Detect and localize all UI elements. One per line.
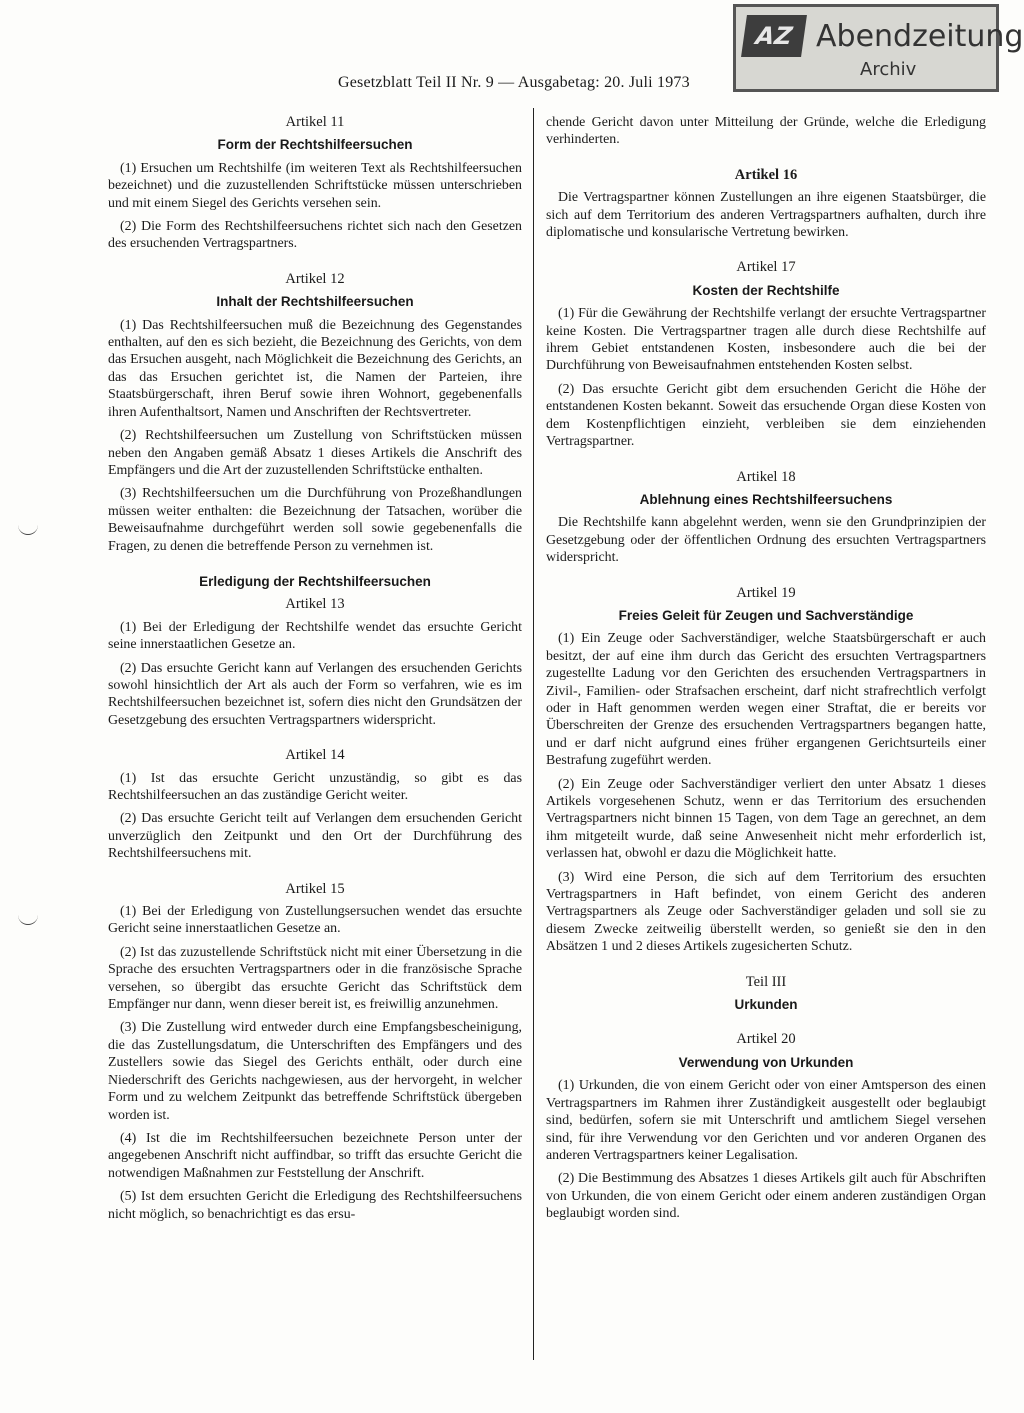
paragraph: (2) Ein Zeuge oder Sachverständiger verliert den unter Absatz 1 dieses Artikels vorgesehenen Schutz, wenn er das Territorium des ersuchenden Vertragspartners nicht binnen 15 Tagen, von dem Tage an gerechnet, an dem ihm mitgeteilt wurde, daß seine Anwesenheit nicht mehr erforderlich ist, verlassen hat, obwohl er dazu die Möglichkeit hatte. bbox=[546, 776, 986, 862]
right-column bbox=[546, 114, 986, 1229]
paragraph: (5) Ist dem ersuchten Gericht die Erledigung des Rechtshilfeersuchens nicht möglich, so benachrichtigt es das ersu- bbox=[108, 1189, 522, 1222]
article-title: Artikel 15 bbox=[285, 880, 345, 897]
article-title: Artikel 13 bbox=[285, 596, 345, 613]
paragraph: (3) Die Zustellung wird entweder durch eine Empfangsbescheinigung, die das Zustellungsdatum, die Unterschriften des Empfängers und des Zustellers sowie das Siegel des Gerichts enthält, oder durch eine Niederschrift des Gerichts nachgewiesen, aus der hervorgeht, in welcher Form und zu welchem Zeitpunkt das betreffende Schriftstück übergeben worden ist. bbox=[108, 1020, 522, 1123]
article-title: Artikel 14 bbox=[285, 747, 345, 764]
paragraph: (2) Das ersuchte Gericht gibt dem ersuchenden Gericht die Höhe der entstandenen Kosten bekannt. Soweit das ersuchende Organ diese Kosten von dem Kostenpflichtigen einzieht, verbleiben sie dem einziehenden Vertragspartner. bbox=[546, 381, 986, 450]
paragraph: (2) Ist das zuzustellende Schriftstück nicht mit einer Übersetzung in die Sprache des ersuchten Vertragspartners oder in die französische Sprache versehen, so übergibt das ersuchte Gericht das Schriftstück dem Empfänger nur dann, wenn dieser bereit ist, es freiwillig anzunehmen. bbox=[108, 944, 522, 1013]
paragraph: (2) Die Bestimmung des Absatzes 1 dieses Artikels gilt auch für Abschriften von Urkunden, die von einem Gericht oder einem anderen zuständigen Organ beglaubigt worden sind. bbox=[546, 1171, 986, 1222]
article-heading: Kosten der Rechtshilfe bbox=[692, 282, 840, 298]
paragraph: (1) Das Rechtshilfeersuchen muß die Bezeichnung des Gegenstandes enthalten, auf den es sich bezieht, die Bezeichnung des Gerichts, von dem das Ersuchen ausgeht, nach Möglichkeit die Bezeichnung des Gerichts, an das das Ersuchen gerichtet ist, die Namen der Parteien, ihre Staatsbürgerschaft, ihren Beruf sowie ihren Wohnort, gegebenenfalls ihren Aufenthaltsort, Namen und Anschriften der Rechtsvertreter. bbox=[108, 317, 522, 420]
paragraph: Die Rechtshilfe kann abgelehnt werden, wenn sie den Grundprinzipien der Gesetzgebung oder der öffentlichen Ordnung des ersuchten Vertragspartners widerspricht. bbox=[546, 515, 986, 566]
column-divider bbox=[533, 108, 534, 1360]
margin-mark bbox=[18, 910, 38, 925]
article-heading: Ablehnung eines Rechtshilfeersuchens bbox=[639, 491, 893, 507]
stamp-archive-label: Archiv bbox=[860, 59, 917, 80]
margin-mark bbox=[18, 520, 38, 535]
paragraph: (1) Ein Zeuge oder Sachverständiger, welche Staatsbürgerschaft er auch besitzt, der auf eine ihm durch das Gericht des ersuchten Vertragspartners zugestellte Ladung vor den Gerichten des ersuchenden Vertragspartners in Zivil-, Familien- oder Strafsachen erscheint, darf nicht strafrechtlich verfolgt oder in Haft genommen werden wegen einer Straftat, die er bereits vor Überschreiten der Grenze des ersuchenden Vertragspartners begangen hatte, und er darf nicht aufgrund eines früher ergangenen Gerichtsurteils einer Bestrafung zugeführt werden. bbox=[546, 631, 986, 769]
part-heading: Urkunden bbox=[734, 997, 798, 1013]
part-title: Teil III bbox=[745, 973, 787, 990]
paragraph: (1) Bei der Erledigung der Rechtshilfe wendet das ersuchte Gericht seine innerstaatlichen Gesetze an. bbox=[108, 619, 522, 653]
paragraph: (1) Bei der Erledigung von Zustellungsersuchen wendet das ersuchte Gericht seine innerstaatlichen Gesetze an. bbox=[108, 904, 522, 937]
stamp-logo: AZ bbox=[741, 15, 807, 57]
paragraph: (3) Rechtshilfeersuchen um die Durchführung von Prozeßhandlungen müssen weiter enthalten: die Bezeichnung der Tatsachen, worüber die Beweisaufnahme durchgeführt werden soll sowie gegebenenfalls die Fragen, zu denen die betreffende Person zu vernehmen ist. bbox=[108, 486, 522, 554]
header-title: Gesetzblatt Teil II Nr. 9 — Ausgabetag: 20. Juli 1973 bbox=[338, 74, 690, 91]
paragraph: (2) Die Form des Rechtshilfeersuchens richtet sich nach den Gesetzen des ersuchenden Vertragspartners. bbox=[108, 219, 522, 252]
article-heading: Verwendung von Urkunden bbox=[678, 1054, 854, 1070]
article-title: Artikel 11 bbox=[285, 114, 345, 130]
article-heading: Inhalt der Rechtshilfeersuchen bbox=[216, 294, 414, 310]
paragraph-continuation: chende Gericht davon unter Mitteilung der Gründe, welche die Erledigung verhinderten. bbox=[546, 115, 986, 148]
paragraph: (3) Wird eine Person, die sich auf dem Territorium des ersuchten Vertragspartners in Haft befindet, von einem Gericht des anderen Vertragspartners als Zeuge oder Sachverständiger geladen und soll sie zu diesem Zwecke zeitweilig überstellt werden, so genießt sie den in den Absätzen 1 und 2 dieses Artikels zugesicherten Schutz. bbox=[546, 869, 986, 955]
article-heading: Freies Geleit für Zeugen und Sachverständige bbox=[618, 607, 914, 623]
article-title: Artikel 12 bbox=[285, 270, 345, 287]
article-title: Artikel 17 bbox=[736, 259, 796, 276]
paragraph: (4) Ist die im Rechtshilfeersuchen bezeichnete Person unter der angegebenen Anschrift nicht auffindbar, so trifft das ersuchte Gericht die notwendigen Maßnahmen zur Feststellung der Anschrift. bbox=[108, 1130, 522, 1181]
article-title: Artikel 16 bbox=[734, 166, 798, 183]
paragraph: (1) Ersuchen um Rechtshilfe (im weiteren Text als Rechtshilfeersuchen bezeichnet) und die zuzustellenden Schriftstücke müssen unterschrieben und mit einem Siegel des Gerichts versehen sein. bbox=[108, 160, 522, 211]
article-title: Artikel 19 bbox=[736, 584, 796, 601]
paragraph: Die Vertragspartner können Zustellungen an ihre eigenen Staatsbürger, die sich auf dem Territorium des anderen Vertragspartners aufhalten, durch ihre diplomatische und konsularische Vertretung bewirken. bbox=[546, 190, 986, 241]
paragraph: (1) Für die Gewährung der Rechtshilfe verlangt der ersuchte Vertragspartner keine Kosten. Die Vertragspartner tragen alle durch diese Rechtshilfe auf ihrem Gebiet entstandenen Kosten, insbesondere auch die bei der Durchführung von Beweisaufnahmen entstehenden Kosten selbst. bbox=[546, 306, 986, 374]
paragraph: (2) Rechtshilfeersuchen um Zustellung von Schriftstücken müssen neben den Angaben gemäß Absatz 1 dieses Artikels die Anschrift des Empfängers und die Art der zuzustellenden Schriftstücke enthalten. bbox=[108, 428, 522, 478]
paragraph: (2) Das ersuchte Gericht kann auf Verlangen des ersuchenden Gerichts sowohl hinsichtlich der Art als auch der Form so verfahren, wie es im Rechtshilfeersuchen bezeichnet ist, sofern dies nicht den Grundsätzen der Gesetzgebung des ersuchten Vertragspartners widerspricht. bbox=[108, 660, 522, 728]
article-title: Artikel 18 bbox=[736, 468, 796, 485]
stamp-name: Abendzeitung bbox=[816, 19, 1024, 54]
article-heading: Form der Rechtshilfeersuchen bbox=[217, 137, 413, 153]
section-heading: Erledigung der Rechtshilfeersuchen bbox=[199, 573, 431, 589]
article-title: Artikel 20 bbox=[736, 1031, 796, 1048]
paragraph: (2) Das ersuchte Gericht teilt auf Verlangen dem ersuchenden Gericht unverzüglich den Zeitpunkt und den Ort der Durchführung des Rechtshilfeersuchens mit. bbox=[108, 811, 522, 862]
paragraph: (1) Urkunden, die von einem Gericht oder von einer Amtsperson des einen Vertragspartners im Rahmen ihrer Zuständigkeit ausgestellt oder beglaubigt sind, bedürfen, sofern sie mit Unterschrift und amtlichem Siegel versehen sind, für ihre Verwendung vor den Gerichten und vor anderen Organen des anderen Vertragspartners keiner Legalisation. bbox=[546, 1078, 986, 1163]
paragraph: (1) Ist das ersuchte Gericht unzuständig, so gibt es das Rechtshilfeersuchen an das zuständige Gericht weiter. bbox=[108, 770, 522, 803]
left-column bbox=[108, 114, 522, 1229]
archive-stamp bbox=[733, 4, 1024, 92]
